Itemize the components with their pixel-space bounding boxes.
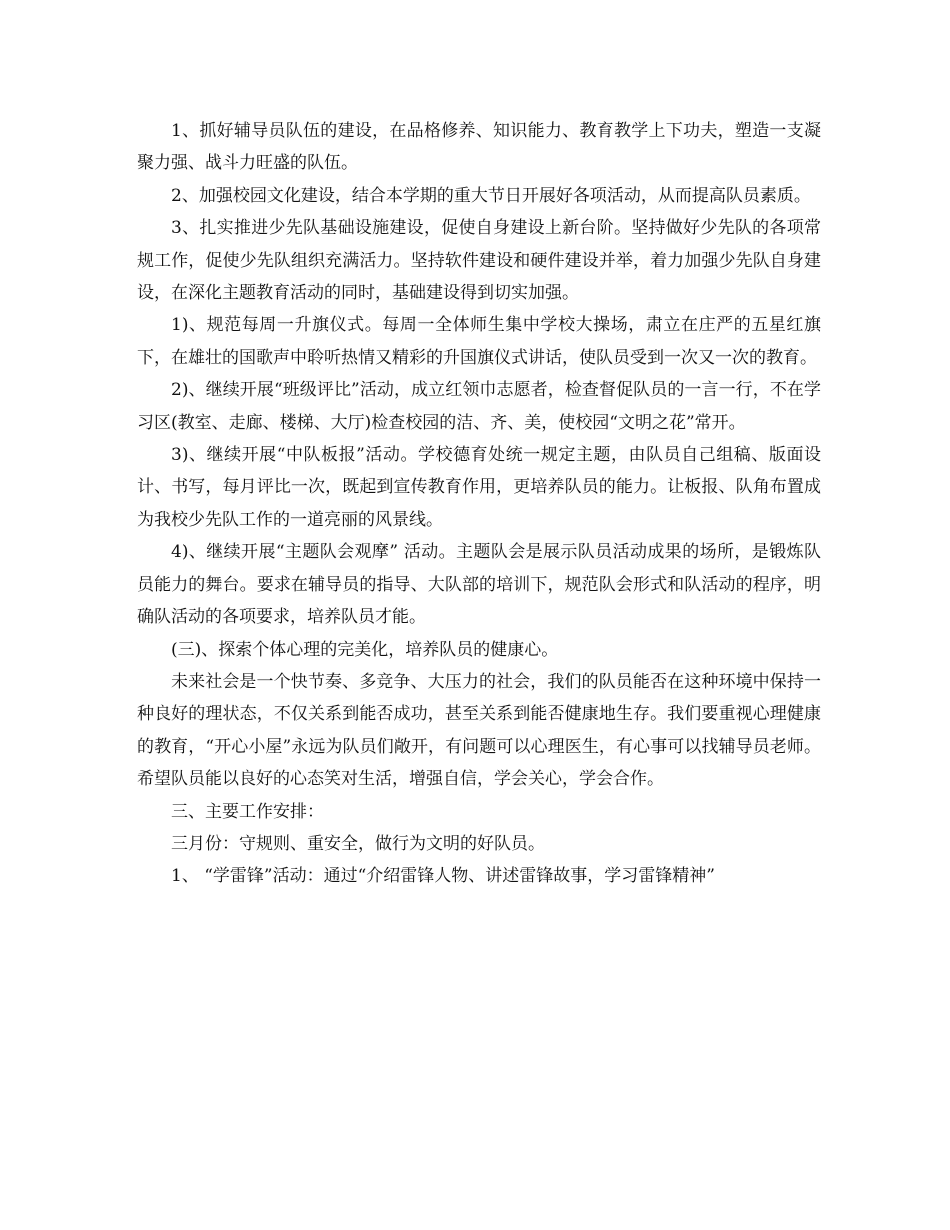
paragraph-mental-health: 未来社会是一个快节奏、多竞争、大压力的社会，我们的队员能否在这种环境中保持一种良好的理状态，不仅关系到能否成功，甚至关系到能否健康地生存。我们要重视心理健康的教育，“开心小屋”永远为队员们敞开，有问题可以心理医生，有心事可以找辅导员老师。希望队员能以良好的心态笑对生活，增强自信，学会关心，学会合作。 — [137, 671, 821, 790]
paragraph-infrastructure: 3、扎实推进少先队基础设施建设，促使自身建设上新台阶。坚持做好少先队的各项常规工作，促使少先队组织充满活力。坚持软件建设和硬件建设并举，着力加强少先队自身建设，在深化主题教育活动的同时，基础建设得到切实加强。 — [137, 218, 821, 304]
paragraph-learn-leifeng: 1、 “学雷锋”活动：通过“介绍雷锋人物、讲述雷锋故事，学习雷锋精神” — [171, 866, 715, 887]
paragraph-counselor-team: 1、抓好辅导员队伍的建设，在品格修养、知识能力、教育教学上下功夫，塑造一支凝聚力强、战斗力旺盛的队伍。 — [137, 121, 821, 174]
paragraph-theme-meeting: 4)、继续开展“主题队会观摩” 活动。主题队会是展示队员活动成果的场所，是锻炼队员能力的舞台。要求在辅导员的指导、大队部的培训下，规范队会形式和队活动的程序，明确队活动的各项要求，培养队员才能。 — [137, 542, 821, 628]
paragraph-class-evaluation: 2)、继续开展“班级评比”活动，成立红领巾志愿者，检查督促队员的一言一行，不在学习区(教室、走廊、楼梯、大厅)检查校园的洁、齐、美，使校园“文明之花”常开。 — [137, 380, 821, 433]
paragraph-flag-ceremony: 1)、规范每周一升旗仪式。每周一全体师生集中学校大操场，肃立在庄严的五星红旗下，在雄壮的国歌声中聆听热情又精彩的升国旗仪式讲话，使队员受到一次又一次的教育。 — [137, 315, 821, 368]
paragraph-work-schedule-heading: 三、主要工作安排： — [171, 801, 324, 822]
paragraph-section-three: (三)、探索个体心理的完美化，培养队员的健康心。 — [171, 639, 559, 660]
paragraph-campus-culture: 2、加强校园文化建设，结合本学期的重大节日开展好各项活动，从而提高队员素质。 — [171, 185, 811, 206]
document-body — [137, 115, 821, 893]
paragraph-march: 三月份：守规则、重安全，做行为文明的好队员。 — [171, 833, 545, 854]
paragraph-blackboard: 3)、继续开展“中队板报”活动。学校德育处统一规定主题，由队员自己组稿、版面设计、书写，每月评比一次，既起到宣传教育作用，更培养队员的能力。让板报、队角布置成为我校少先队工作的一道亮丽的风景线。 — [137, 445, 821, 530]
